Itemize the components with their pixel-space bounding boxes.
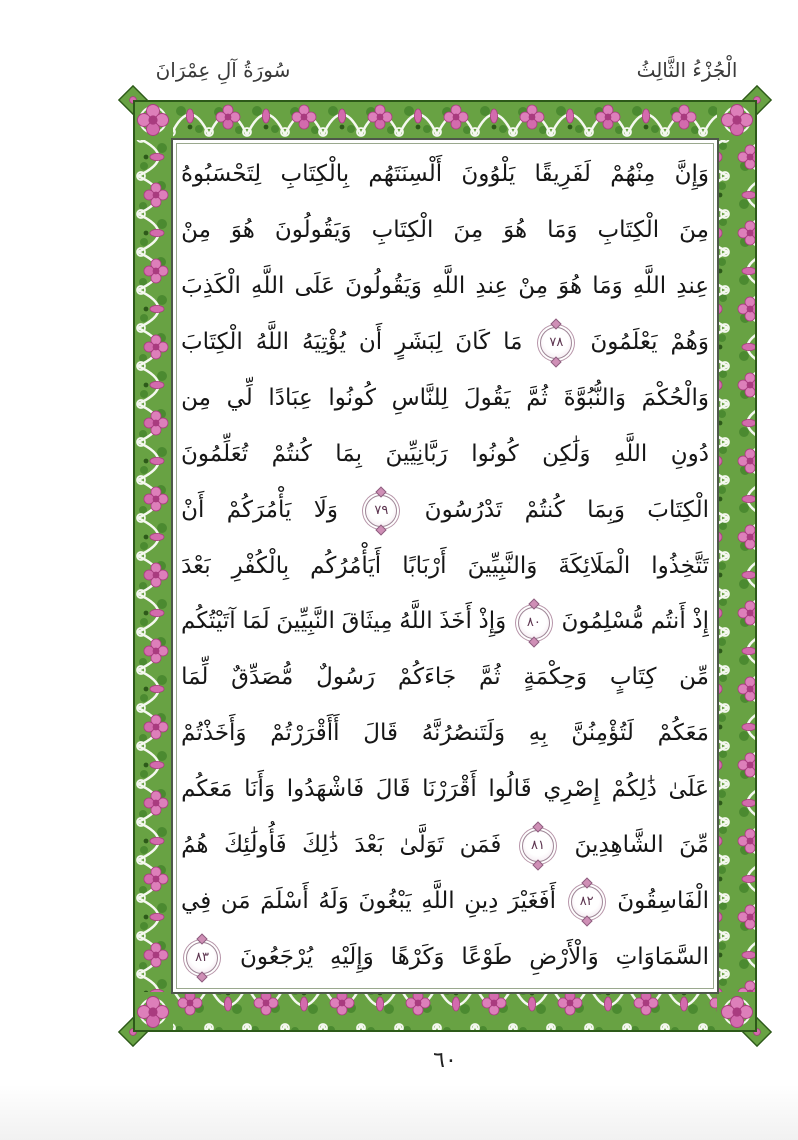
quran-word: لِّمَا <box>181 664 209 691</box>
quran-word: مِنْ <box>518 273 549 300</box>
quran-word: تُعَلِّمُونَ <box>181 440 249 467</box>
quran-word: جَاءَكُمْ <box>397 664 457 691</box>
quran-word: عَلَى <box>294 273 335 300</box>
quran-word: ذَٰلِكُمْ <box>611 776 657 803</box>
quran-word: كُونُوا <box>471 440 519 467</box>
quran-word: كُونُوا <box>328 384 376 411</box>
quran-word: لِبَشَرٍ <box>395 329 443 356</box>
quran-word: يَبْغُونَ <box>358 887 412 914</box>
quran-word: يَأْمُرَكُمْ <box>226 496 292 523</box>
quran-word: مَا <box>503 329 523 356</box>
quran-word: وَالْحُكْمَ <box>641 384 709 411</box>
verse-number-badge: ٧٩ <box>365 495 397 527</box>
quran-word: وَبِمَا <box>587 496 625 523</box>
quran-word: هُوَ <box>503 217 528 244</box>
quran-line <box>181 426 709 482</box>
verse-number-badge: ٨١ <box>522 830 554 862</box>
quran-word: يَقُولَ <box>463 384 511 411</box>
quran-word: اللَّهِ <box>431 273 466 300</box>
quran-word: الْكِتَابَ <box>181 329 243 356</box>
quran-line <box>181 147 709 203</box>
quran-word: إِصْرِي <box>543 776 600 803</box>
verse-number-badge: ٨٣ <box>186 942 218 974</box>
quran-word: النَّبِيِّينَ <box>276 608 335 635</box>
quran-word: وَلَٰكِن <box>542 440 591 467</box>
quran-word: عِندِ <box>475 273 509 300</box>
quran-word: الْكِتَابِ <box>371 217 434 244</box>
quran-word: بَعْدَ <box>181 552 211 579</box>
quran-word: عِندِ <box>676 273 709 300</box>
quran-word: وَلَا <box>313 496 338 523</box>
quran-line <box>181 762 709 818</box>
quran-word: رَسُولٌ <box>316 664 376 691</box>
quran-word: وَالْأَرْضِ <box>529 943 599 970</box>
quran-word: اللَّهِ <box>421 887 455 914</box>
quran-word: اللَّهُ <box>255 329 290 356</box>
quran-word: فَأُولَٰئِكَ <box>224 831 287 858</box>
quran-word: وَمَا <box>592 273 623 300</box>
quran-word: وَإِلَيْهِ <box>330 943 374 970</box>
quran-word: فِي <box>181 887 212 914</box>
quran-word: الْكِتَابِ <box>597 217 660 244</box>
quran-line <box>181 873 709 929</box>
quran-word: كَانَ <box>455 329 491 356</box>
quran-line <box>181 203 709 259</box>
quran-word: مُّسْلِمُونَ <box>561 608 645 635</box>
quran-word: مِيثَاقَ <box>341 608 393 635</box>
quran-word: وَهُمْ <box>670 329 709 356</box>
quran-word: قَالُوا <box>488 776 532 803</box>
surah-title: سُورَةُ آلِ عِمْرَانَ <box>155 58 291 82</box>
quran-line <box>181 482 709 538</box>
quran-word: مِّنَ <box>679 831 709 858</box>
quran-line <box>181 818 709 874</box>
quran-word: أَنْ <box>181 496 205 523</box>
quran-word: يَلْوُونَ <box>461 161 516 188</box>
quran-word: كِتَابٍ <box>609 664 657 691</box>
quran-word: كُنتُمْ <box>271 440 312 467</box>
quran-line <box>181 315 709 371</box>
quran-word: مِنْ <box>181 217 211 244</box>
verse-number-badge: ٨٠ <box>518 607 550 639</box>
quran-word: الْكَذِبَ <box>181 273 241 300</box>
quran-word: الْمَلَائِكَةَ <box>558 552 631 579</box>
quran-word: أَيَأْمُرُكُم <box>310 552 382 579</box>
quran-word: مِّن <box>679 664 709 691</box>
quran-word: يَعْلَمُونَ <box>590 329 658 356</box>
quran-word: وَالنُّبُوَّةَ <box>563 384 626 411</box>
page-number: ٦٠ <box>433 1048 457 1073</box>
quran-word: أَخَذَ <box>439 608 472 635</box>
quran-word: أَنتُم <box>650 608 686 635</box>
quran-word: بَعْدَ <box>354 831 384 858</box>
quran-word: أَسْلَمَ <box>260 887 309 914</box>
quran-word: بِمَا <box>335 440 362 467</box>
quran-word: وَإِذْ <box>478 608 507 635</box>
quran-word: يُؤْتِيَهُ <box>301 329 346 356</box>
quran-word: وَلَتَنصُرُنَّهُ <box>421 720 506 747</box>
quran-word: عِبَادًا <box>268 384 313 411</box>
quran-line <box>181 259 709 315</box>
quran-word: لِلنَّاسِ <box>391 384 449 411</box>
verse-number-badge: ٧٨ <box>540 327 572 359</box>
quran-word: فَاشْهَدُوا <box>286 776 365 803</box>
verse-number-badge: ٨٢ <box>571 886 603 918</box>
quran-word: الْفَاسِقُونَ <box>617 887 709 914</box>
quran-word: الشَّاهِدِينَ <box>574 831 664 858</box>
quran-word: أَرْبَابًا <box>402 552 447 579</box>
quran-word: قَالَ <box>375 776 411 803</box>
quran-word: طَوْعًا <box>461 943 513 970</box>
quran-word: اللَّهِ <box>251 273 285 300</box>
quran-word: وَيَقُولُونَ <box>274 217 352 244</box>
quran-word: مَعَكُم <box>181 776 233 803</box>
quran-word: قَالَ <box>363 720 398 747</box>
quran-word: اللَّهُ <box>399 608 433 635</box>
quran-word: تَوَلَّىٰ <box>399 831 444 858</box>
quran-word: مِنَ <box>679 217 709 244</box>
quran-word: أَن <box>358 329 383 356</box>
quran-word: دُونِ <box>670 440 709 467</box>
quran-word: لَتُؤْمِنُنَّ <box>571 720 634 747</box>
quran-word: وَإِنَّ <box>674 161 709 188</box>
quran-word: الْكِتَابَ <box>647 496 709 523</box>
quran-word: وَأَخَذْتُمْ <box>181 720 247 747</box>
quran-word: أَلْسِنَتَهُم <box>368 161 443 188</box>
quran-word: مِن <box>181 384 211 411</box>
quran-word: هُوَ <box>230 217 255 244</box>
quran-line <box>181 538 709 594</box>
quran-word: اللَّهِ <box>632 273 667 300</box>
quran-word: أَقْرَرْنَا <box>422 776 477 803</box>
quran-word: مِنَ <box>453 217 484 244</box>
quran-word: لَمَا <box>242 608 270 635</box>
quran-word: وَمَا <box>547 217 578 244</box>
quran-word: وَأَنَا <box>244 776 276 803</box>
quran-word: أَأَقْرَرْتُمْ <box>270 720 340 747</box>
quran-word: ذَٰلِكَ <box>302 831 339 858</box>
quran-word: مَعَكُمْ <box>657 720 709 747</box>
quran-word: رَبَّانِيِّينَ <box>385 440 448 467</box>
quran-word: ثُمَّ <box>526 384 548 411</box>
quran-word: وَالنَّبِيِّينَ <box>467 552 538 579</box>
quran-word: بِالْكُفْرِ <box>231 552 290 579</box>
quran-word: السَّمَاوَاتِ <box>615 943 709 970</box>
quran-word: إِذْ <box>692 608 709 635</box>
quran-word: بِالْكِتَابِ <box>280 161 350 188</box>
quran-word: لِتَحْسَبُوهُ <box>181 161 262 188</box>
quran-word: تَتَّخِذُوا <box>651 552 709 579</box>
quran-text-block <box>181 147 709 985</box>
quran-word: لِّي <box>226 384 253 411</box>
quran-word: آتَيْتُكُم <box>181 608 236 635</box>
quran-word: تَدْرُسُونَ <box>424 496 503 523</box>
quran-word: مُّصَدِّقٌ <box>231 664 294 691</box>
juz-title: الْجُزْءُ الثَّالِثُ <box>636 58 738 82</box>
quran-word: وَيَقُولُونَ <box>345 273 422 300</box>
quran-word: يُرْجَعُونَ <box>239 943 314 970</box>
quran-word: هُمُ <box>181 831 209 858</box>
text-frame <box>171 138 719 994</box>
quran-line <box>181 929 709 985</box>
quran-word: عَلَىٰ <box>668 776 709 803</box>
quran-word: بِهِ <box>528 720 548 747</box>
quran-word: وَكَرْهًا <box>390 943 445 970</box>
quran-word: ثُمَّ <box>478 664 501 691</box>
quran-word: فَمَن <box>459 831 502 858</box>
quran-line <box>181 371 709 427</box>
quran-word: لَفَرِيقًا <box>534 161 591 188</box>
quran-word: مِنْهُمْ <box>610 161 656 188</box>
quran-line <box>181 706 709 762</box>
quran-word: كُنتُمْ <box>524 496 565 523</box>
quran-word: هُوَ <box>558 273 583 300</box>
quran-word: وَلَهُ <box>318 887 349 914</box>
quran-word: اللَّهِ <box>613 440 648 467</box>
quran-line <box>181 594 709 650</box>
quran-line <box>181 650 709 706</box>
quran-word: وَحِكْمَةٍ <box>523 664 588 691</box>
quran-word: مَن <box>220 887 251 914</box>
quran-word: أَفَغَيْرَ <box>507 887 557 914</box>
page-bottom-shadow <box>0 1084 798 1140</box>
quran-word: دِينِ <box>464 887 499 914</box>
